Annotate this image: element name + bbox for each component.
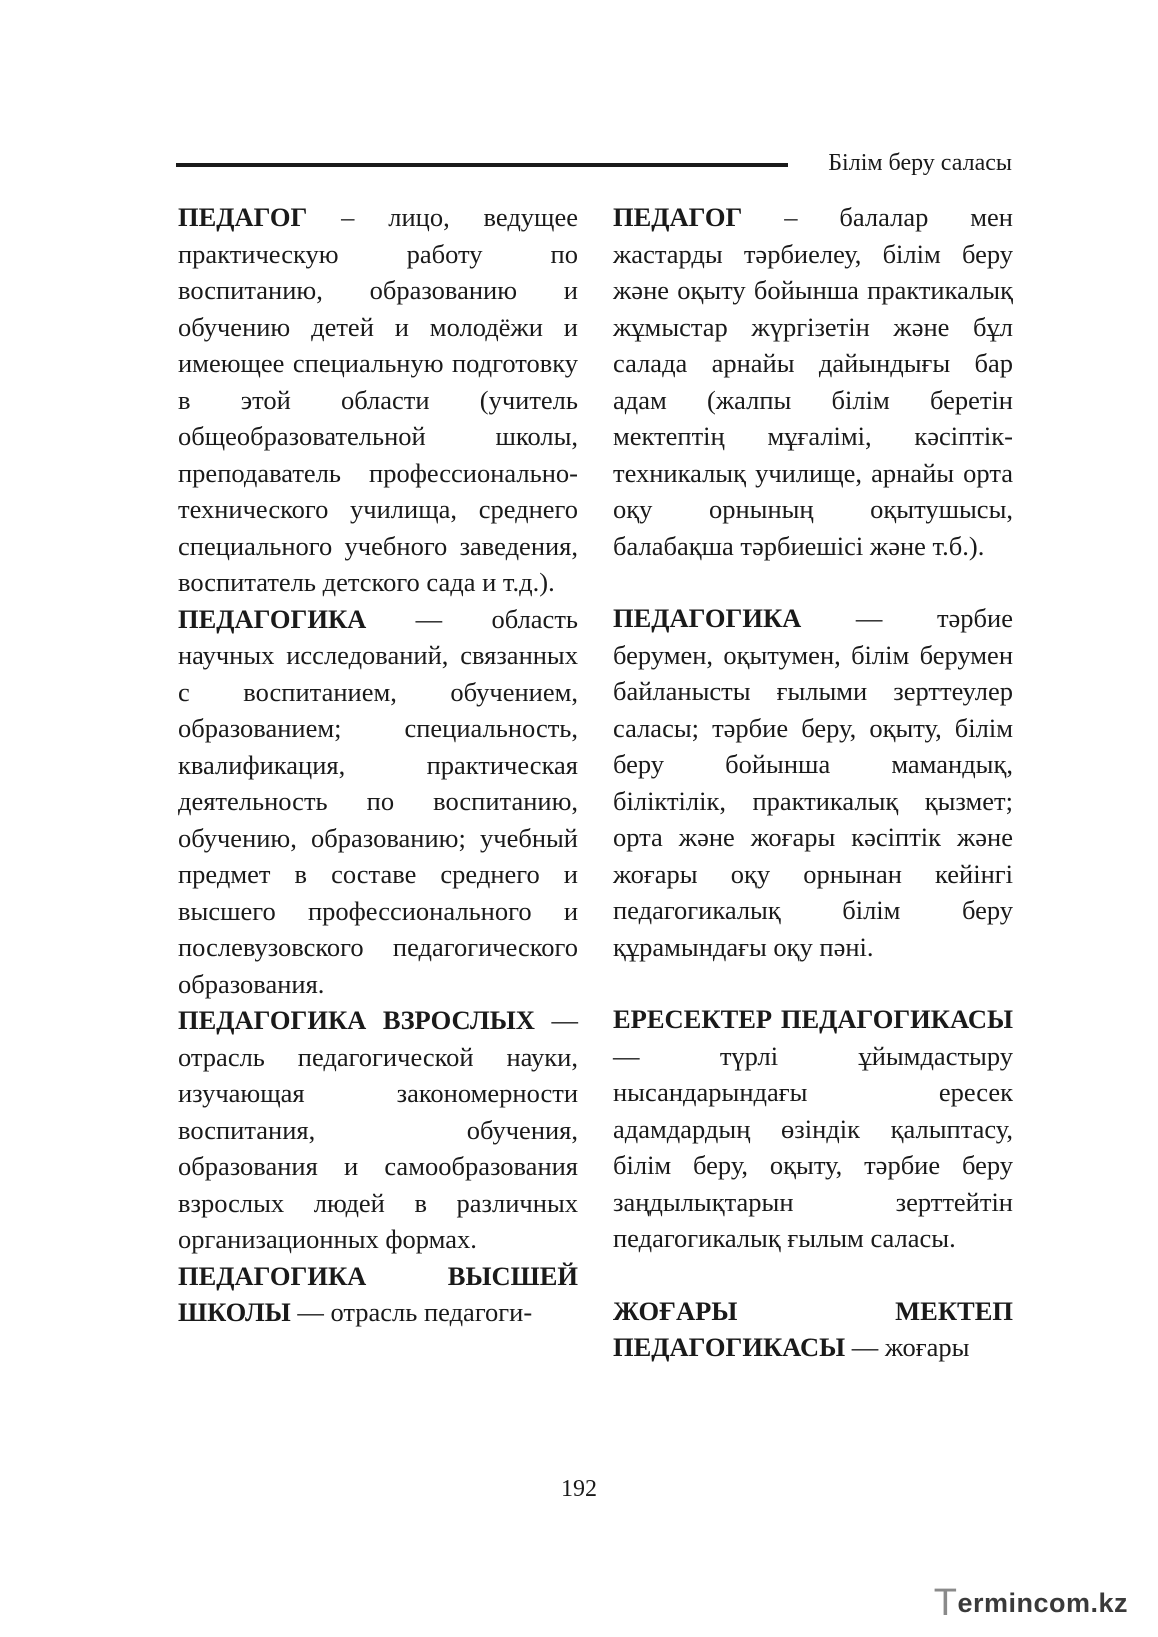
kazakh-column [613,199,1013,1366]
entry-term: ПЕДАГОГ [613,202,743,232]
running-header [176,145,1012,181]
entry-term: ПЕДАГОГИКА ВЫСШЕЙ ШКОЛЫ [178,1260,578,1327]
dictionary-entry [178,199,578,601]
entry-definition: — отрасль педагоги- [290,1297,533,1327]
entry-term: ЕРЕСЕКТЕР ПЕДАГОГИКАСЫ [613,1004,1013,1034]
watermark-logo-letter: T [933,1582,958,1624]
entry-definition: – лицо, ведущее практическую работу по воспитанию, образованию и обучению детей и молодёжи и имеющее специальную подготовку в этой области (учитель общеобразовательной школы, преподаватель профессионально-технического училища, среднего специального учебного заведения, воспитатель детского сада и т.д.). [178,202,578,597]
dictionary-entry [613,1001,1013,1257]
entry-term: ПЕДАГОГИКА [613,603,802,633]
entry-definition: – балалар мен жастарды тәрбиелеу, білім беру және оқыту бойынша практикалық жұмыстар жүргізетін және бұл салада арнайы дайындығы бар адам (жалпы білім беретін мектептің мұғалімі, кәсіптік-техникалық училище, арнайы орта оқу орнының оқытушысы, балабақша тәрбиешісі және т.б.). [613,202,1013,561]
entry-term: ПЕДАГОГИКА ВЗРОСЛЫХ [178,1005,535,1035]
entry-term: ЖОҒАРЫ МЕКТЕП ПЕДАГОГИКАСЫ [613,1295,1013,1362]
dictionary-entry [613,199,1013,564]
header-rule [176,163,788,167]
site-watermark [934,1582,1128,1625]
entry-definition: — тәрбие берумен, оқытумен, білім берумен байланысты ғылыми зерттеулер саласы; тәрбие беру, оқыту, білім беру бойынша мамандық, біліктілік, практикалық қызмет; орта және жоғары кәсіптік және жоғары оқу орнынан кейінгі педагогикалық білім беру құрамындағы оқу пәні. [613,603,1013,962]
entry-term: ПЕДАГОГИКА [178,603,367,634]
dictionary-entry [178,601,578,1003]
russian-column [178,199,578,1331]
dictionary-entry [178,1258,578,1331]
dictionary-entry [178,1002,578,1258]
entry-definition: — жоғары [845,1332,970,1362]
dictionary-entry [613,600,1013,965]
page-number: 192 [561,1476,597,1502]
entry-term: ПЕДАГОГ [178,202,308,232]
entry-definition: — область научных исследований, связанных с воспитанием, обучением, образованием; специальность, квалификация, практическая деятельность по воспитанию, обучению, образованию; учебный предмет в составе среднего и высшего профессионального и послевузовского педагогического образования. [178,603,578,999]
section-title: Білім беру саласы [828,150,1012,176]
entry-definition: — отрасль педагогической науки, изучающая закономерности воспитания, обучения, образования и самообразования взрослых людей в различных организационных формах. [178,1005,578,1254]
entry-definition: — түрлі ұйымдастыру нысандарындағы ересек адамдардың өзіндік қалыптасу, білім беру, оқыту, тәрбие беру заңдылықтарын зерттейтін педагогикалық ғылым саласы. [613,1040,1013,1253]
watermark-text: ermincom.kz [957,1588,1128,1618]
dictionary-entry [613,1293,1013,1366]
